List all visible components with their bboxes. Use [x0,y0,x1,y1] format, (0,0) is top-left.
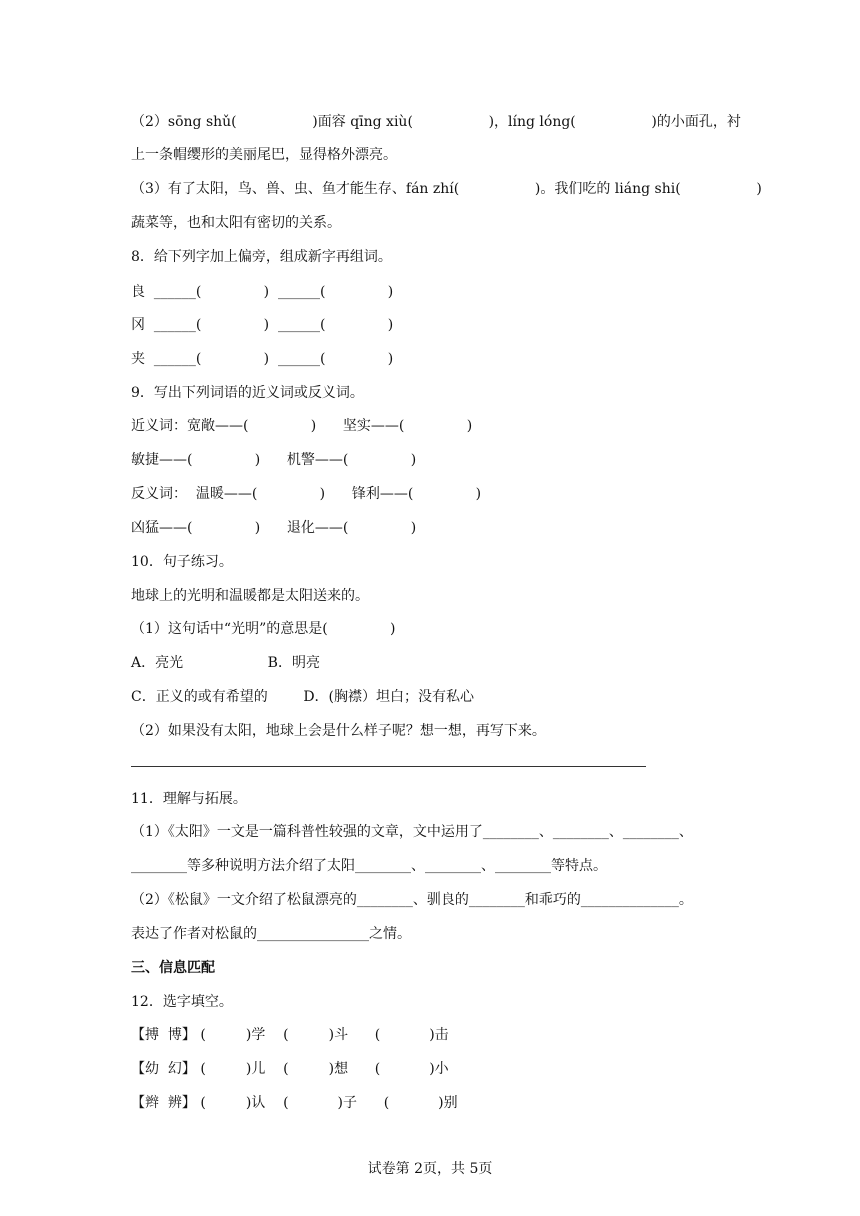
q10-sub2: （2）如果没有太阳，地球上会是什么样子呢？想一想，再写下来。 [131,723,546,739]
q8-title: 8．给下列字加上偏旁，组成新字再组词。 [131,249,392,265]
q10-title: 10．句子练习。 [131,554,233,570]
q9-row-2: 敏捷——( ) 机警——( ) [131,452,417,468]
q10-options-row1: A．亮光 B．明亮 [131,655,320,671]
q12-row-1: 【搏 博】 ( )学 ( )斗 ( )击 [131,1027,449,1043]
q9-title: 9．写出下列词语的近义词或反义词。 [131,385,364,401]
q7-item3-line1: （3）有了太阳，鸟、兽、虫、鱼才能生存、fán zhí( )。我们吃的 liáng shi( ) [131,181,762,197]
q11-line2: ________等多种说明方法介绍了太阳________、________、________等特点。 [131,858,607,874]
q11-line1: （1）《太阳》一文是一篇科普性较强的文章，文中运用了________、________、________、 [131,824,693,840]
q8-row-3: 夹 ______( ) ______( ) [131,351,394,367]
q12-title: 12．选字填空。 [131,994,233,1010]
q10-answer-line[interactable] [131,766,646,767]
section3-heading: 三、信息匹配 [131,960,215,976]
q10-options-row2: C．正义的或有希望的 D．(胸襟）坦白；没有私心 [131,689,474,705]
page-footer: 试卷第 2页，共 5页 [367,1161,493,1177]
q9-row-4: 凶猛——( ) 退化——( ) [131,520,417,536]
q11-title: 11．理解与拓展。 [131,791,247,807]
q9-row-1: 近义词：宽敞——( ) 坚实——( ) [131,418,473,434]
q12-row-2: 【幼 幻】 ( )儿 ( )想 ( )小 [131,1061,449,1077]
q10-sentence: 地球上的光明和温暖都是太阳送来的。 [131,588,369,604]
q8-row-2: 冈 ______( ) ______( ) [131,317,394,333]
q7-item3-line2: 蔬菜等，也和太阳有密切的关系。 [131,215,341,231]
q7-item2-line1: （2）sōng shǔ( )面容 qīng xiù( )，líng lóng( )的小面孔，衬 [131,114,741,130]
q11-line3: （2）《松鼠》一文介绍了松鼠漂亮的________、驯良的________和乖巧的______________。 [131,892,693,908]
q8-row-1: 良 ______( ) ______( ) [131,284,394,300]
q12-row-3: 【辫 辨】 ( )认 ( )子 ( )别 [131,1095,458,1111]
q11-line4: 表达了作者对松鼠的________________之情。 [131,926,411,942]
q9-row-3: 反义词： 温暖——( ) 锋利——( ) [131,486,482,502]
q7-item2-line2: 上一条帽缨形的美丽尾巴，显得格外漂亮。 [131,147,397,163]
q10-sub1: （1）这句话中“光明”的意思是( ) [131,621,396,637]
